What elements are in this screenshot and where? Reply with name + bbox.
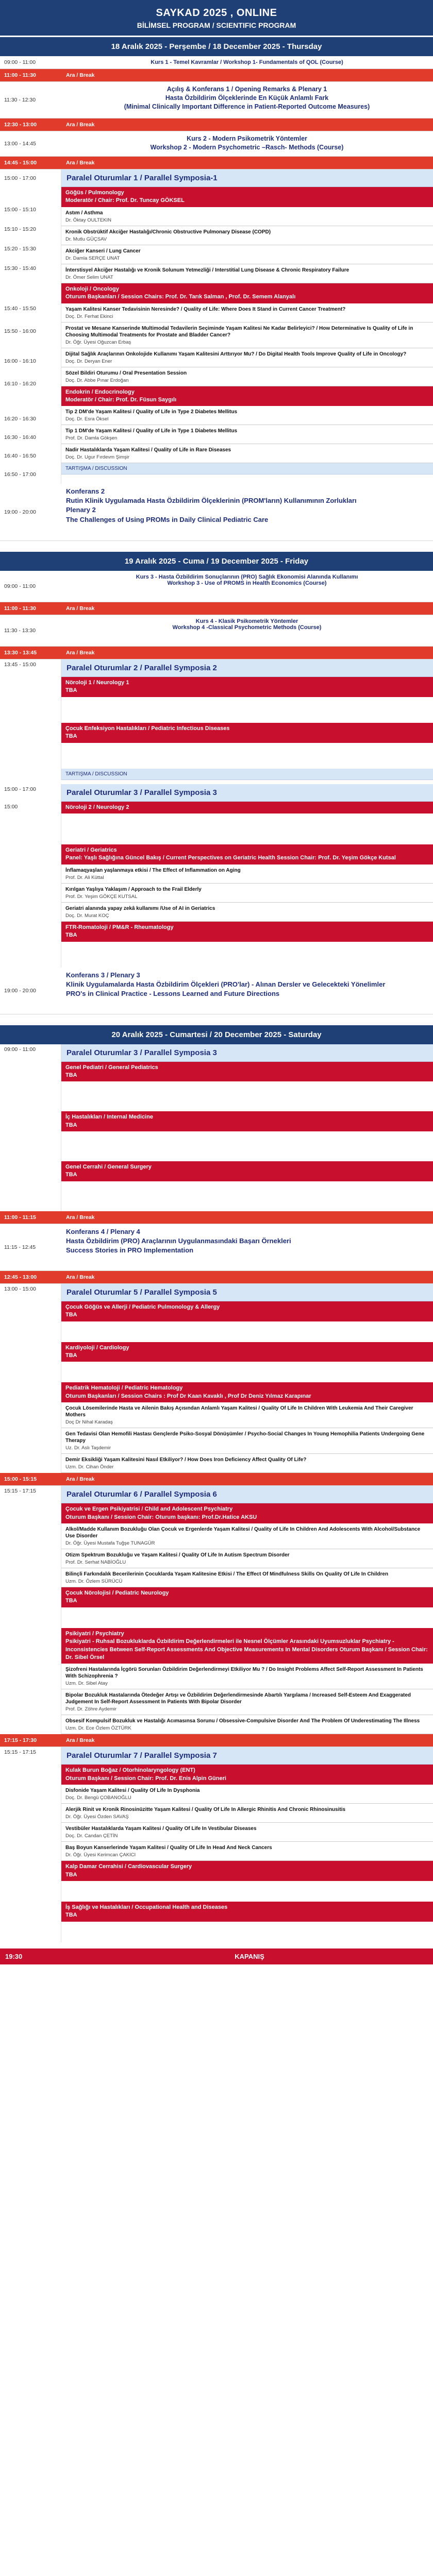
session-spacer [61, 942, 433, 968]
time-slot: 15:20 - 15:30 [4, 246, 36, 252]
session-chair: TBA [65, 1072, 77, 1078]
time-slot: 15:00 - 15:10 [4, 207, 36, 213]
session-chair: TBA [65, 1352, 77, 1359]
talk-speaker: Doç. Dr. Murat KOÇ [65, 912, 109, 919]
plenary-4-body [61, 1224, 433, 1270]
talk-speaker: Doç. Dr. Esra Öksel [65, 416, 109, 422]
session-internal-medicine [61, 1111, 433, 1131]
break-label: Ara / Break [66, 650, 95, 656]
talk-item [61, 444, 433, 463]
talk-title: Bilinçli Farkındalık Becerilerinin Çocuklarda Yaşam Kalitesine Etkisi / The Effect Of Mindfulness Skills On Quality Of Life In Children [65, 1571, 389, 1577]
talk-title: İnterstisyel Akciğer Hastalığı ve Kronik Solunum Yetmezliği / Interstitial Lung Disease & Chronic Respiratory Failure [65, 267, 349, 273]
talk-title: Demir Eksikliği Yaşam Kalitesini Nasıl Etkiliyor? / How Does Iron Deficiency Affect Quality Of Life? [65, 1457, 307, 1463]
session-neurology-2 [61, 802, 433, 814]
time-slot: 15:15 - 17:15 [4, 1749, 36, 1756]
talk-title: Baş Boyun Kanserlerinde Yaşam Kalitesi / Quality Of Life In Head And Neck Cancers [65, 1845, 272, 1851]
time-slot: 15:30 - 15:40 [4, 265, 36, 272]
break-label: Ara / Break [66, 122, 95, 128]
panel-1-section [0, 170, 433, 484]
session-title: Kulak Burun Boğaz / Otorhinolaryngology (ENT) [65, 1767, 195, 1774]
talk-title: Otizm Spektrum Bozukluğu ve Yaşam Kalitesi / Quality Of Life In Autism Spectrum Disorder [65, 1552, 290, 1558]
break-label: Ara / Break [66, 72, 95, 78]
talk-item [61, 903, 433, 922]
talk-speaker: Doç. Dr. Candan ÇETİN [65, 1833, 118, 1839]
day-1-title: 18 Aralık 2025 - Perşembe / 18 December 2025 - Thursday [0, 36, 433, 56]
panel-1-title: Paralel Oturumlar 1 / Parallel Symposia-1 [61, 170, 433, 187]
session-title: Çocuk Enfeksiyon Hastalıkları / Pediatric Infectious Diseases [65, 725, 230, 732]
panel-6-section [0, 1486, 433, 1734]
session-pediatric-pulmonology [61, 1301, 433, 1321]
closing-time: 19:30 [5, 1952, 23, 1960]
break-row [0, 602, 433, 615]
time-slot: 15:00 [4, 803, 18, 810]
course-1-title: Kurs 1 - Temel Kavramlar / Workshop 1- Fundamentals of QOL (Course) [151, 59, 343, 65]
plenary-2-line: Plenary 2 [66, 506, 96, 514]
panel-5-times [0, 1284, 61, 1473]
panel-3-times [0, 784, 61, 968]
panel-6-title: Paralel Oturumlar 6 / Parallel Symposia 6 [61, 1486, 433, 1503]
session-title: İç Hastalıkları / Internal Medicine [65, 1114, 153, 1121]
plenary-2-row [0, 484, 433, 541]
panel-3-title: Paralel Oturumlar 3 / Parallel Symposia 3 [61, 784, 433, 802]
panel-4-times [0, 1044, 61, 1211]
talk-speaker: Uzm. Dr. Özlem SÜRÜCÜ [65, 1578, 123, 1584]
talk-speaker: Prof. Dr. Zöhre Aydemir [65, 1706, 117, 1713]
talk-item [61, 425, 433, 444]
talk-speaker: Dr. Öğr. Üyesi Oğuzcan Erbaş [65, 339, 131, 345]
time-slot: 11:30 - 12:30 [4, 97, 36, 103]
talk-speaker: Prof. Dr. Serhat NABİOĞLU [65, 1559, 126, 1565]
break-row [0, 1211, 433, 1224]
talk-title: Akciğer Kanseri / Lung Cancer [65, 248, 141, 254]
time-slot: 11:30 - 13:30 [4, 628, 36, 634]
talk-title: Prostat ve Mesane Kanserinde Multimodal Tedavilerin Seçiminde Yaşam Kalitesi Ne Kadar Belirleyici? / How Determinative Is Quality of Life in Choosing Multimodal Treatments for Prostate and Bladder Cancer? [65, 325, 413, 338]
session-pediatric-neurology [61, 1587, 433, 1607]
talk-speaker: Doç Dr Nihal Karadaş [65, 1419, 113, 1426]
break-row [0, 69, 433, 82]
break-row [0, 1734, 433, 1747]
time-slot: 09:00 - 11:00 [4, 583, 36, 589]
talk-item [61, 884, 433, 903]
talk-title: Nadir Hastalıklarda Yaşam Kalitesi / Quality of Life in Rare Diseases [65, 447, 231, 453]
session-ent [61, 1765, 433, 1785]
plenary-2-line: Konferans 2 [66, 487, 105, 495]
session-chair: Oturum Başkanı / Session Chair: Prof. Dr. Enis Alpin Güneri [65, 1775, 226, 1782]
break-label: Ara / Break [66, 605, 95, 612]
course-2-line: Workshop 2 - Modern Psychometric –Rasch- Methods (Course) [150, 143, 344, 151]
talk-item [61, 264, 433, 283]
time-slot: 13:30 - 13:45 [4, 650, 37, 656]
session-chair: TBA [65, 1871, 77, 1878]
program-title: SAYKAD 2025 , ONLINE [156, 7, 277, 19]
session-pmr-rheumatology [61, 922, 433, 942]
session-pediatric-hematology [61, 1382, 433, 1402]
talk-item [61, 1689, 433, 1715]
panel-2-title: Paralel Oturumlar 2 / Parallel Symposia 2 [61, 659, 433, 677]
session-chair: TBA [65, 1172, 77, 1178]
session-chair: TBA [65, 1312, 77, 1318]
session-title: Geriatri / Geriatrics [65, 846, 117, 853]
session-title: Pediatrik Hematoloji / Pediatric Hematology [65, 1385, 183, 1392]
time-slot: 15:00 - 15:15 [4, 1476, 37, 1483]
talk-item [61, 303, 433, 323]
talk-item [61, 1454, 433, 1473]
session-spacer [61, 814, 433, 844]
time-slot: 19:00 - 20:00 [4, 509, 36, 515]
talk-speaker: Dr. Öğr. Üyesi Mustafa Tuğşe TUNAGÜR [65, 1540, 155, 1546]
talk-title: Yaşam Kalitesi Kanser Tedavisinin Neresinde? / Quality of Life: Where Does It Stand in Current Cancer Treatment? [65, 306, 346, 312]
session-title: Kardiyoloji / Cardiology [65, 1344, 129, 1351]
time-slot: 11:00 - 11:30 [4, 605, 36, 612]
time-slot: 15:40 - 15:50 [4, 306, 36, 312]
panel-4-section [0, 1044, 433, 1211]
session-cardiology [61, 1342, 433, 1362]
plenary-1-body [61, 82, 433, 118]
session-spacer [61, 1321, 433, 1342]
break-row [0, 157, 433, 170]
panel-7-times [0, 1747, 61, 1942]
discussion-label: TARTIŞMA / DISCUSSION [61, 769, 433, 780]
talk-speaker: Prof. Dr. Ali Küttal [65, 874, 104, 880]
session-title: Nöroloji 2 / Neurology 2 [65, 804, 129, 810]
talk-item [61, 323, 433, 348]
break-row [0, 1271, 433, 1284]
talk-speaker: Doç. Dr. Ugur Fırdevm Şimşir [65, 454, 130, 461]
plenary-1-line: Hasta Özbildirim Ölçeklerinde En Küçük Anlamlı Fark [165, 94, 329, 101]
talk-title: Gen Tedavisi Olan Hemofili Hastası Gençlerde Psiko-Sosyal Dönüşümler / Psycho-Social Changes In Young Hemophilia Patients Undergoing Gene Therapy [65, 1431, 425, 1444]
time-slot [0, 286, 61, 303]
talk-item [61, 1823, 433, 1842]
talk-title: Çocuk Lösemilerinde Hasta ve Ailenin Bakış Açısından Anlamlı Yaşam Kalitesi / Quality Of Life In Children With Leukemia And Their Caregiver Mothers [65, 1405, 413, 1418]
program-subtitle: BİLİMSEL PROGRAM / SCIENTIFIC PROGRAM [137, 21, 296, 29]
time-slot: 16:50 - 17:00 [4, 471, 36, 478]
time-slot: 13:00 - 15:00 [4, 1285, 36, 1292]
course-2-body [61, 131, 433, 156]
talk-title: Dijital Sağlık Araçlarının Onkolojide Kullanımı Yaşam Kalitesini Arttırıyor Mu? / Do Digital Health Tools Improve Quality of Life in Oncology? [65, 351, 407, 357]
day-3-title: 20 Aralık 2025 - Cumartesi / 20 December 2025 - Saturday [0, 1024, 433, 1044]
talk-title: Kronik Obstrüktif Akciğer Hastalığı/Chronic Obstructive Pulmonary Disease (COPD) [65, 229, 271, 235]
break-label: Ara / Break [66, 1476, 95, 1483]
talk-speaker: Prof. Dr. Damla Gökşen [65, 435, 118, 442]
time-slot: 12:30 - 13:00 [4, 122, 37, 128]
session-title: Genel Cerrahi / General Surgery [65, 1164, 152, 1171]
session-spacer [61, 697, 433, 723]
day-2-title: 19 Aralık 2025 - Cuma / 19 December 2025 - Friday [0, 550, 433, 571]
time-slot: 15:00 - 17:00 [4, 175, 36, 181]
program-header [0, 0, 433, 36]
plenary-4-row [0, 1224, 433, 1271]
session-endocrinology [61, 386, 433, 406]
course-3-body [61, 571, 433, 602]
session-title: Kalp Damar Cerrahisi / Cardiovascular Surgery [65, 1863, 192, 1870]
talk-item [61, 207, 433, 226]
time-slot: 16:30 - 16:40 [4, 434, 36, 440]
talk-speaker: Dr. Ömer Selim UNAT [65, 274, 113, 280]
session-spacer [61, 1131, 433, 1161]
session-title: İş Sağlığı ve Hastalıkları / Occupational Health and Diseases [65, 1904, 228, 1910]
session-title: Çocuk Nörolojisi / Pediatric Neurology [65, 1589, 169, 1596]
plenary-1-row [0, 82, 433, 118]
time-slot: 15:15 - 17:15 [4, 1488, 36, 1495]
discussion-label: TARTIŞMA / DISCUSSION [61, 463, 433, 474]
talk-speaker: Dr. Damla SERÇE UNAT [65, 255, 120, 261]
talk-title: Vestibüler Hastalıklarda Yaşam Kalitesi / Quality Of Life In Vestibular Diseases [65, 1826, 257, 1832]
session-spacer [61, 1181, 433, 1211]
break-label: Ara / Break [66, 1214, 95, 1221]
closing-bar [0, 1948, 433, 1964]
time-slot: 12:45 - 13:00 [4, 1274, 37, 1280]
talk-speaker: Dr. Öğr. Üyesi Kerimcan ÇAKICI [65, 1852, 136, 1858]
talk-speaker: Dr. Öğr. Üyesi Özden SAVAŞ [65, 1814, 129, 1820]
time-slot: 16:00 - 16:10 [4, 358, 36, 364]
panel-7-content [61, 1747, 433, 1942]
time-slot: 11:15 - 12:45 [4, 1244, 36, 1250]
talk-speaker: Doç. Dr. Deryan Ener [65, 358, 112, 364]
talk-speaker: Uzm. Dr. Cihan Önder [65, 1464, 114, 1470]
plenary-3-line: Klinik Uygulamalarda Hasta Özbildirim Ölçekleri (PRO'lar) - Alınan Dersler ve Gelecekteki Yönelimler [66, 980, 386, 988]
talk-item [61, 865, 433, 884]
talk-speaker: Doç. Dr. Bengü ÇOBANOĞLU [65, 1795, 131, 1801]
talk-speaker: Doç. Dr. Ferhat Ekinci [65, 313, 113, 319]
session-title: Çocuk ve Ergen Psikiyatrisi / Child and Adolescent Psychiatry [65, 1506, 233, 1513]
talk-speaker: Uzm. Dr. Sibel Atay [65, 1681, 108, 1687]
plenary-3-line: PRO's in Clinical Practice - Lessons Learned and Future Directions [66, 989, 280, 997]
talk-item [61, 1715, 433, 1734]
talk-title: Disfonide Yaşam Kalitesi / Quality Of Life In Dysphonia [65, 1788, 200, 1794]
plenary-3-body [61, 968, 433, 1014]
session-chair: Oturum Başkanları / Session Chairs: Prof. Dr. Tarık Salman , Prof. Dr. Semem Alanyalı [65, 294, 296, 300]
panel-2-section [0, 659, 433, 780]
plenary-3-line: Konferans 3 / Plenary 3 [66, 971, 140, 979]
session-psychiatry [61, 1628, 433, 1664]
plenary-2-line: Rutin Klinik Uygulamada Hasta Özbildirim Ölçeklerinin (PROM'ların) Kullanımının Zorlukları [66, 497, 357, 505]
talk-title: Şizofreni Hastalarında İçgörü Sorunları Özbildirim Değerlendirmeyi Etkiliyor Mu ? / Do Insight Problems Affect Self-Report Assessment In Patients With Schizophrenia ? [65, 1667, 423, 1680]
session-neurology-1 [61, 677, 433, 697]
session-chair: Moderatör / Chair: Prof. Dr. Füsun Saygılı [65, 396, 177, 403]
session-title: Nöroloji 1 / Neurology 1 [65, 680, 129, 686]
session-general-surgery [61, 1161, 433, 1181]
talk-item [61, 1428, 433, 1454]
session-title: Genel Pediatri / General Pediatrics [65, 1064, 158, 1071]
course-4-line: Kurs 4 - Klasik Psikometrik Yöntemler [195, 618, 298, 624]
session-occupational-health [61, 1902, 433, 1922]
talk-title: İnflamaqyaşlan yaşlanmaya etkisi / The Effect of Inflammation on Aging [65, 867, 241, 873]
course-3-line: Workshop 3 - Use of PROMS in Health Economics (Course) [167, 580, 327, 586]
panel-2-content [61, 659, 433, 780]
talk-title: Bipolar Bozukluk Hastalarında Ötedeğer Artışı ve Özbildirim Değerlendirmesinde Abartılı Yargılama / Increased Self-Esteem And Exaggerated Judgement In Self-Report Assessment In Patients With Bipolar Disorder [65, 1692, 411, 1705]
talk-title: Tip 2 DM'de Yaşam Kalitesi / Quality of Life in Type 2 Diabetes Mellitus [65, 409, 238, 415]
plenary-1-line: Açılış & Konferans 1 / Opening Remarks & Plenary 1 [166, 86, 327, 93]
talk-item [61, 245, 433, 264]
panel-1-times [0, 170, 61, 484]
talk-speaker: Uzm. Dr. Ece Özlem ÖZTÜRK [65, 1725, 131, 1732]
course-3-line: Kurs 3 - Hasta Özbildirim Sonuçlarının (PRO) Sağlık Ekonomisi Alanında Kullanımı [136, 574, 358, 580]
talk-title: Sözel Bildiri Oturumu / Oral Presentation Session [65, 370, 187, 376]
session-spacer [61, 1362, 433, 1382]
course-2-row [0, 131, 433, 157]
session-chair: Moderatör / Chair: Prof. Dr. Tuncay GÖKSEL [65, 197, 185, 204]
time-slot: 16:10 - 16:20 [4, 381, 36, 387]
session-title: Endokrin / Endocrinology [65, 388, 135, 395]
time-slot: 16:20 - 16:30 [4, 416, 36, 422]
session-spacer [61, 1922, 433, 1942]
session-pediatric-infectious [61, 723, 433, 743]
talk-title: Astım / Asthma [65, 210, 103, 216]
break-label: Ara / Break [66, 1274, 95, 1280]
time-slot: 13:45 - 15:00 [4, 662, 36, 668]
talk-speaker: Dr. Öktay OULTEKIN [65, 217, 112, 223]
plenary-4-line: Hasta Özbildirim (PRO) Araçlarının Uygulanmasındaki Başarı Örnekleri [66, 1237, 291, 1245]
closing-label: KAPANIŞ [235, 1952, 264, 1960]
plenary-1-line: (Minimal Clinically Important Difference in Patient-Reported Outcome Measures) [124, 103, 370, 110]
plenary-4-line: Success Stories in PRO Implementation [66, 1246, 194, 1255]
course-3-row [0, 571, 433, 602]
session-spacer [61, 1081, 433, 1111]
break-row [0, 118, 433, 131]
break-label: Ara / Break [66, 1737, 95, 1744]
talk-speaker: Uz. Dr. Aslı Taşdemir [65, 1445, 111, 1451]
session-chair: Psikiyatri - Ruhsal Bozukluklarda Özbildirim Değerlendirmeleri ile Nesnel Ölçümler Arasındaki Uyumsuzluklar Psychiatry - Inconsistencies Between Self-Report Assessments And Objective Measurements In Mental Disorders Oturum Başkanı / Session Chair: Dr. Sibel Örsel [65, 1638, 428, 1660]
session-title: Psikiyatri / Psychiatry [65, 1630, 124, 1637]
session-chair: TBA [65, 932, 77, 939]
session-chair: TBA [65, 733, 77, 740]
session-title: Göğüs / Pulmonology [65, 190, 124, 196]
talk-item [61, 226, 433, 245]
session-chair: TBA [65, 1598, 77, 1604]
session-title: FTR-Romatoloji / PM&R - Rheumatology [65, 924, 174, 930]
panel-7-title: Paralel Oturumlar 7 / Parallel Symposia 7 [61, 1747, 433, 1765]
panel-5-section [0, 1284, 433, 1473]
session-chair: Oturum Başkanı / Session Chair: Oturum başkanı: Prof.Dr.Hatice AKSU [65, 1514, 257, 1520]
panel-5-title: Paralel Oturumlar 5 / Parallel Symposia 5 [61, 1284, 433, 1301]
talk-title: Kırılgan Yaşlıya Yaklaşım / Approach to the Frail Elderly [65, 886, 202, 892]
time-slot: 14:45 - 15:00 [4, 160, 37, 166]
panel-5-content [61, 1284, 433, 1473]
talk-item [61, 1568, 433, 1587]
session-title: Çocuk Göğüs ve Allerji / Pediatric Pulmonology & Allergy [65, 1303, 220, 1310]
time-slot: 15:50 - 16:00 [4, 328, 36, 334]
course-2-line: Kurs 2 - Modern Psikometrik Yöntemler [187, 135, 307, 142]
talk-title: Alerjik Rinit ve Kronik Rinosinüzitte Yaşam Kalitesi / Quality Of Life In Allergic Rhinitis And Chronic Rhinosinusitis [65, 1807, 346, 1813]
plenary-4-line: Konferans 4 / Plenary 4 [66, 1227, 140, 1235]
time-slot: 15:10 - 15:20 [4, 226, 36, 232]
break-row [0, 647, 433, 659]
time-slot: 16:40 - 16:50 [4, 453, 36, 459]
time-slot [0, 396, 61, 414]
session-general-pediatrics [61, 1062, 433, 1082]
time-slot: 19:00 - 20:00 [4, 987, 36, 994]
talk-title: Geriatri alanında yapay zekâ kullanımı /Use of AI in Geriatrics [65, 905, 215, 911]
session-spacer [61, 1607, 433, 1628]
course-4-row [0, 615, 433, 647]
session-chair: TBA [65, 1912, 77, 1919]
panel-3-content [61, 784, 433, 968]
talk-speaker: Prof. Dr. Yeşim GÖKÇE KUTSAL [65, 893, 138, 900]
talk-speaker: Doç. Dr. Abbe Pınar Erdoğan [65, 377, 129, 383]
session-spacer [61, 1881, 433, 1902]
session-spacer [61, 743, 433, 769]
panel-3-section [0, 784, 433, 968]
session-chair: TBA [65, 1122, 77, 1128]
talk-title: Obsesif Kompulsif Bozukluk ve Hastalığı Acımasınsa Sorunu / Obsessive-Compulsive Disorder And The Problem Of Underestimating The Illness [65, 1718, 420, 1724]
talk-item [61, 1785, 433, 1804]
session-chair: Panel: Yaşlı Sağlığına Güncel Bakış / Current Perspectives on Geriatric Health Session Chair: Prof. Dr. Yeşim Gökçe Kutsal [65, 855, 396, 861]
talk-speaker: Dr. Mutlu GÜÇSAV [65, 236, 107, 242]
panel-1-content [61, 170, 433, 484]
course-4-body [61, 615, 433, 646]
plenary-2-line: The Challenges of Using PROMs in Daily Clinical Pediatric Care [66, 515, 269, 523]
session-chair: Oturum Başkanları / Session Chairs : Prof Dr Kaan Kavaklı , Prof Dr Deniz Yılmaz Karapınar [65, 1393, 311, 1399]
session-geriatrics [61, 844, 433, 865]
talk-item [61, 1804, 433, 1823]
talk-item [61, 406, 433, 425]
talk-item [61, 1664, 433, 1689]
talk-title: Alkol/Madde Kullanım Bozukluğu Olan Çocuk ve Ergenlerde Yaşam Kalitesi / Quality of Life In Children And Adolescents With Alcohol/Substance Use Disorder [65, 1526, 421, 1539]
course-1-row [0, 56, 433, 69]
talk-item [61, 1402, 433, 1428]
time-slot: 17:15 - 17:30 [4, 1737, 37, 1744]
talk-item [61, 367, 433, 386]
talk-item [61, 1523, 433, 1549]
panel-4-title: Paralel Oturumlar 3 / Parallel Symposia 3 [61, 1044, 433, 1062]
time-slot: 15:00 - 17:00 [4, 786, 36, 792]
time-slot: 09:00 - 11:00 [4, 59, 36, 65]
panel-7-section [0, 1747, 433, 1942]
session-cardiovascular-surgery [61, 1861, 433, 1881]
time-slot: 11:00 - 11:15 [4, 1214, 36, 1221]
session-oncology [61, 283, 433, 303]
talk-title: Tip 1 DM'de Yaşam Kalitesi / Quality of Life in Type 1 Diabetes Mellitus [65, 428, 238, 434]
session-chair: TBA [65, 687, 77, 694]
time-slot [0, 187, 61, 205]
session-child-psychiatry [61, 1503, 433, 1523]
break-label: Ara / Break [66, 160, 95, 166]
panel-6-content [61, 1486, 433, 1734]
plenary-3-row [0, 968, 433, 1014]
break-row [0, 1473, 433, 1486]
course-4-line: Workshop 4 -Classical Psychometric Methods (Course) [172, 624, 322, 631]
session-pulmonology [61, 187, 433, 207]
panel-4-content [61, 1044, 433, 1211]
time-slot: 09:00 - 11:00 [4, 1046, 36, 1053]
talk-item [61, 1842, 433, 1861]
time-slot: 11:00 - 11:30 [4, 72, 36, 78]
session-title: Onkoloji / Oncology [65, 285, 119, 292]
panel-6-times [0, 1486, 61, 1734]
talk-item [61, 348, 433, 367]
time-slot: 13:00 - 14:45 [4, 141, 36, 147]
plenary-2-body [61, 484, 433, 540]
panel-2-times [0, 659, 61, 780]
talk-item [61, 1549, 433, 1568]
